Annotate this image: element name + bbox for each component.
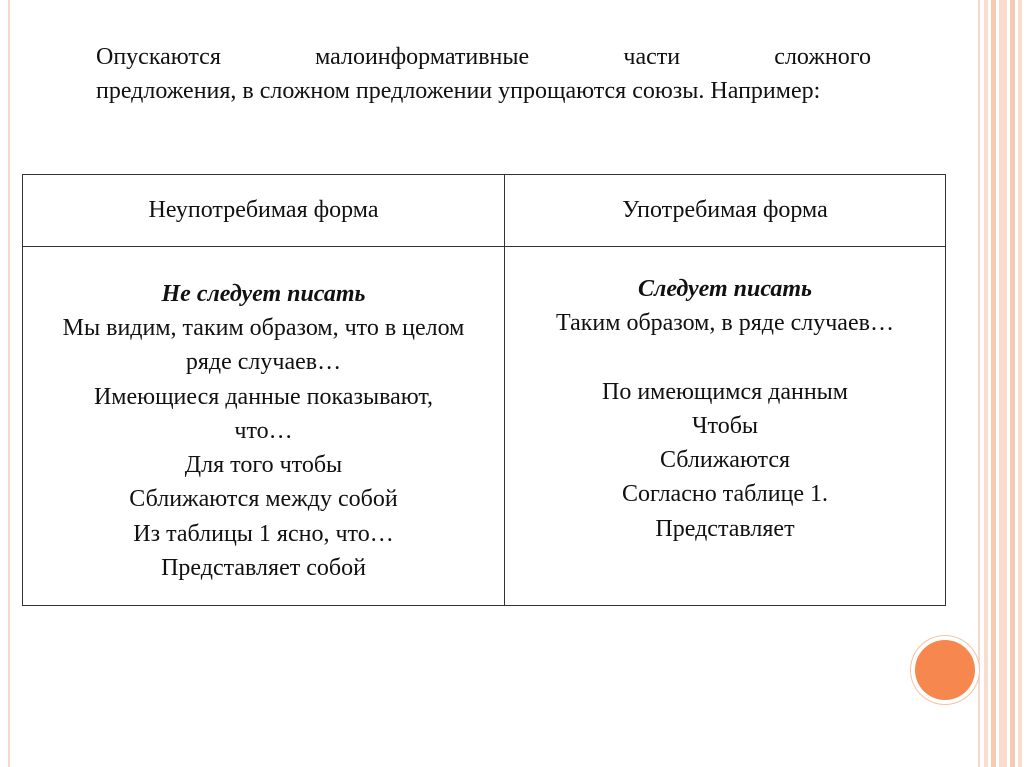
spacer — [505, 341, 945, 375]
left-heading: Не следует писать — [161, 280, 366, 307]
side-stripe — [984, 0, 988, 767]
intro-line-rest: предложения, в сложном предложении упрощаются союзы. Например: — [96, 78, 821, 104]
list-item: По имеющимся данным — [601, 378, 848, 405]
list-item: Согласно таблице 1. — [621, 481, 829, 508]
header-unusable-form: Неупотребимая форма — [23, 175, 505, 247]
list-item: Из таблицы 1 ясно, что… — [133, 520, 394, 547]
list-item: Сближаются между собой — [129, 486, 398, 513]
side-stripe — [1018, 0, 1022, 767]
table-header-row — [23, 175, 946, 247]
table-row — [23, 247, 946, 606]
list-item: Таким образом, в ряде случаев… — [556, 310, 894, 337]
list-item: Мы видим, таким образом, что в целом — [62, 314, 465, 341]
list-item: Сближаются — [659, 447, 791, 474]
list-item: Для того чтобы — [184, 452, 343, 479]
list-item: Чтобы — [691, 412, 759, 439]
list-item: что… — [234, 417, 293, 444]
side-stripe — [1010, 0, 1015, 767]
side-stripe — [991, 0, 996, 767]
unusable-forms-cell — [23, 247, 505, 606]
side-stripe — [999, 0, 1007, 767]
header-usable-form: Употребимая форма — [505, 175, 946, 247]
accent-dot — [915, 640, 975, 700]
list-item: Представляет — [655, 515, 795, 542]
usable-forms-cell — [505, 247, 946, 606]
comparison-table — [22, 174, 946, 606]
list-item: ряде случаев… — [185, 349, 342, 376]
intro-paragraph — [96, 40, 871, 108]
list-item: Представляет собой — [161, 555, 366, 582]
list-item: Имеющиеся данные показывают, — [93, 383, 434, 410]
intro-line-1: Опускаются малоинформативные части сложного — [96, 44, 871, 70]
right-heading: Следует писать — [638, 275, 812, 302]
